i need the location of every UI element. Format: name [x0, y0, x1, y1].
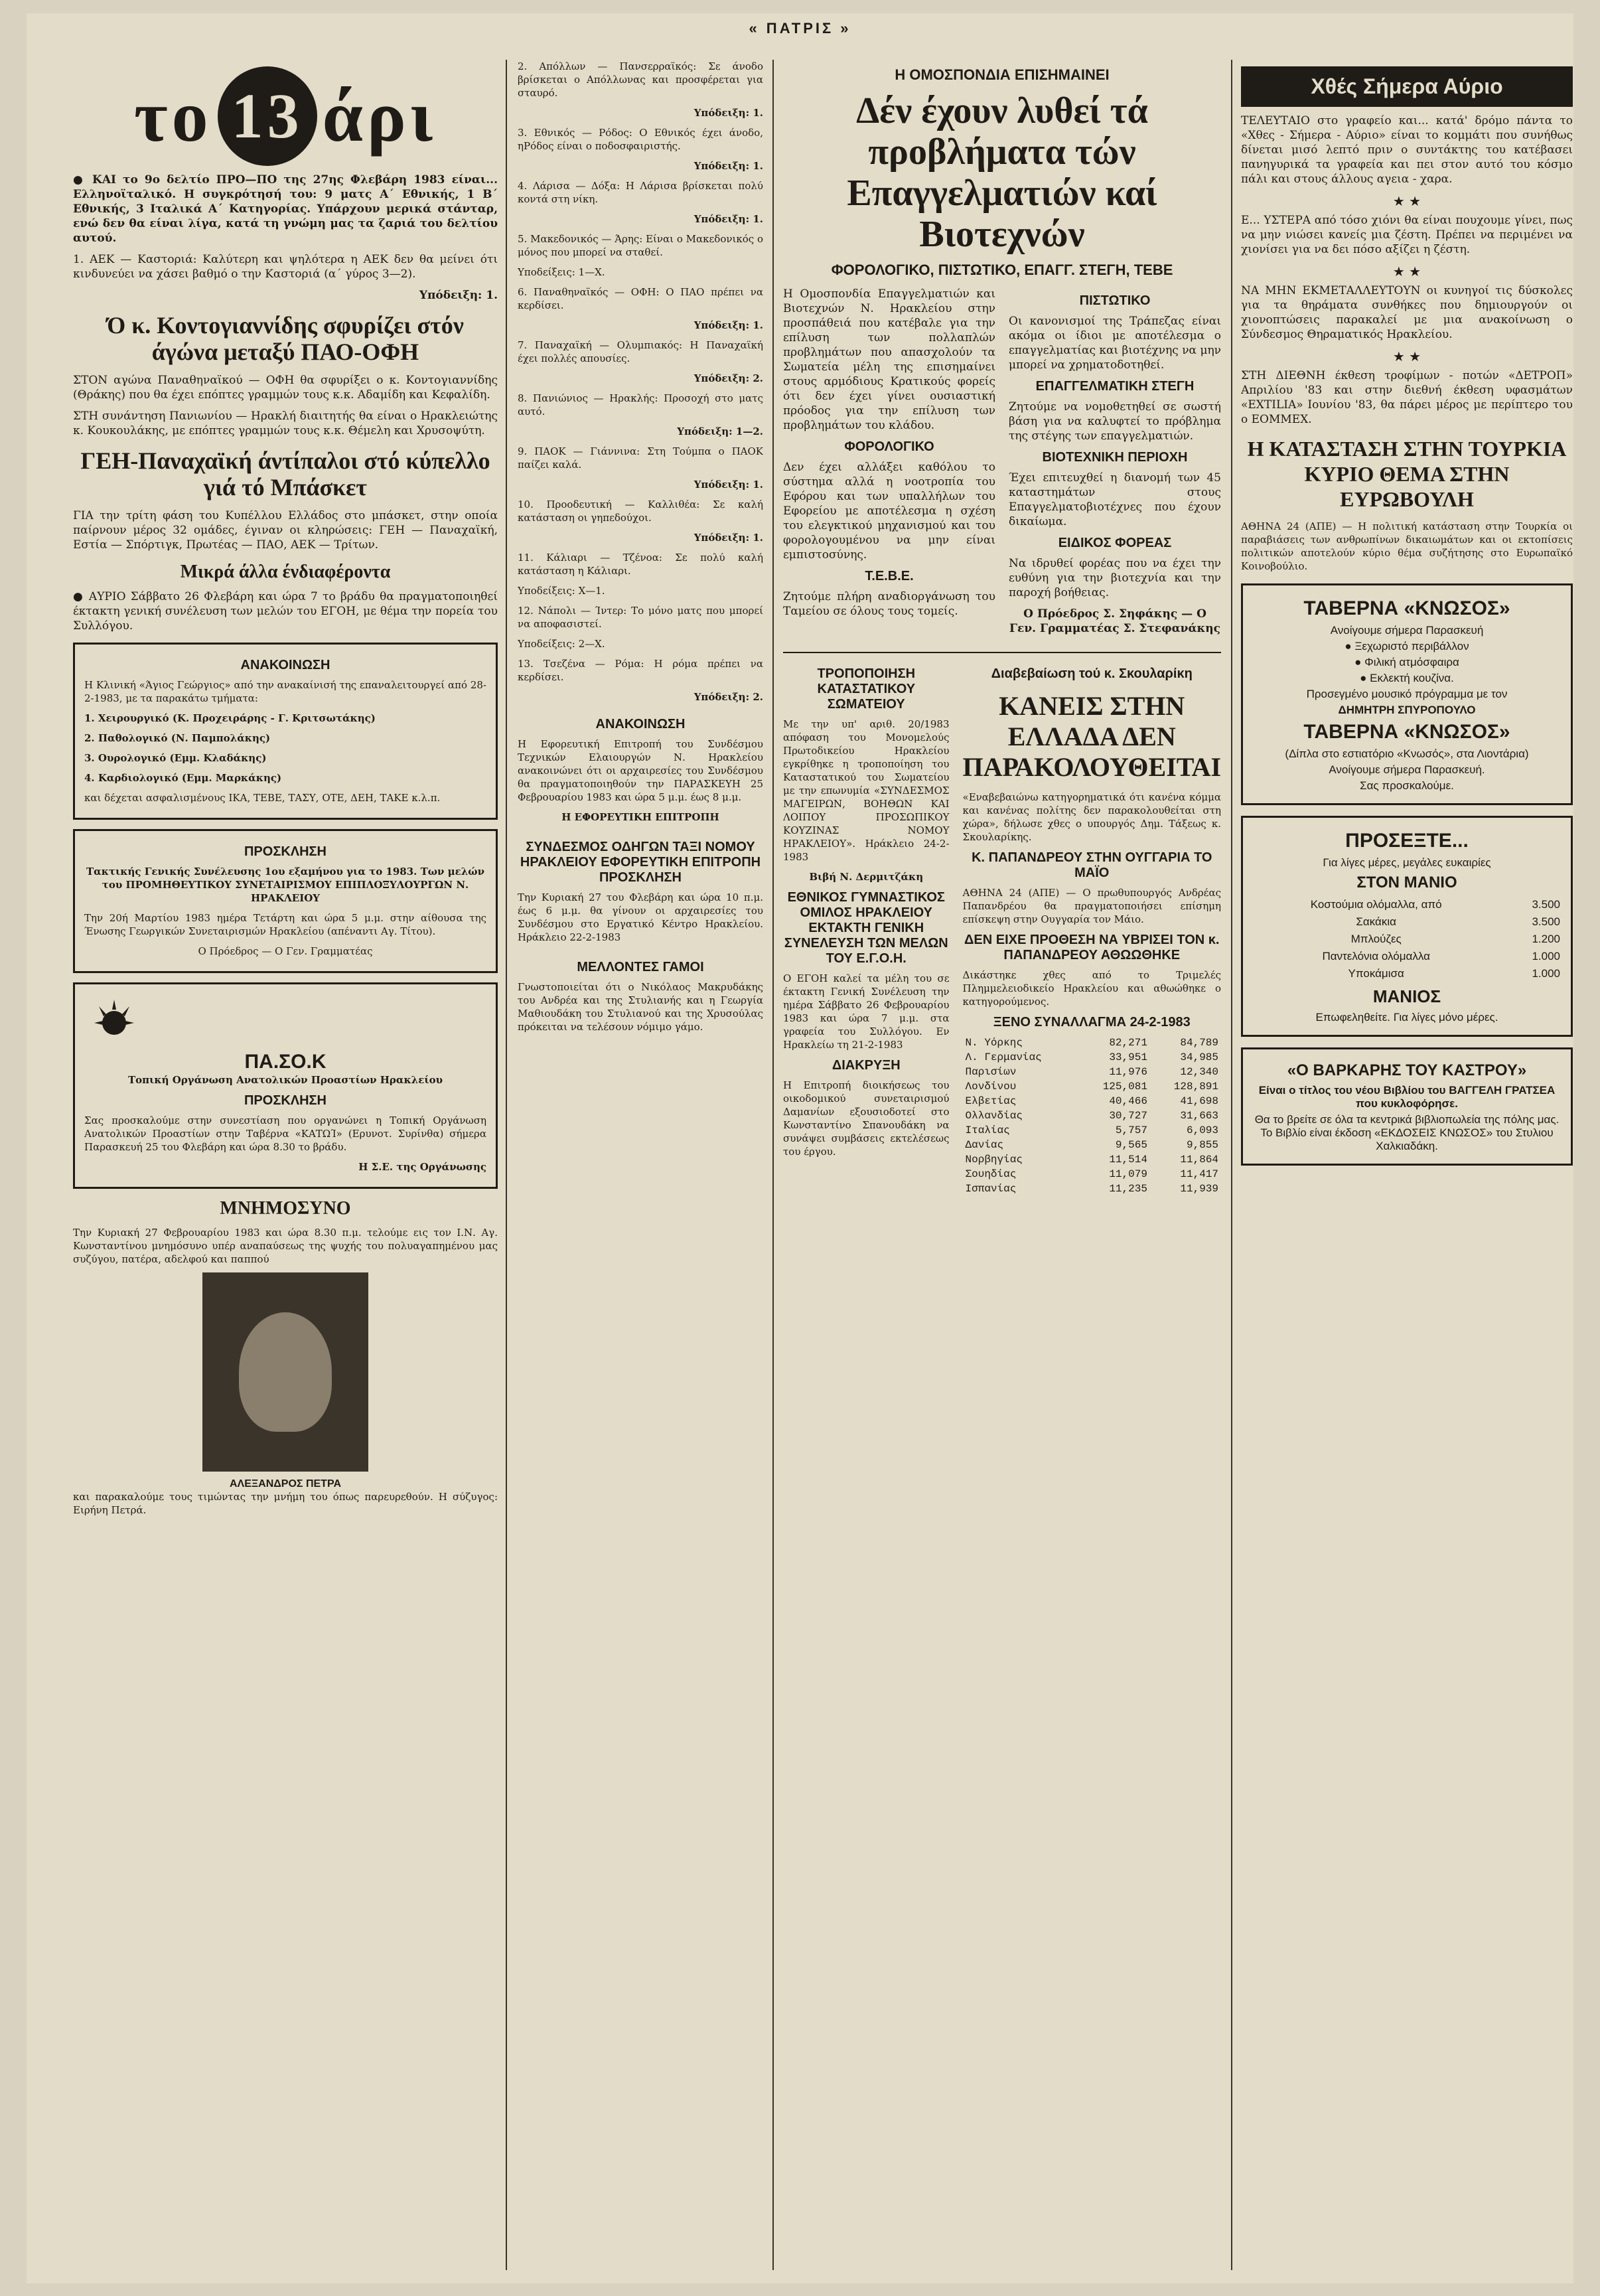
match-list — [518, 60, 763, 704]
article-title: ΔΕΝ ΕΙΧΕ ΠΡΟΘΕΣΗ ΝΑ ΥΒΡΙΣΕΙ ΤΟΝ κ. ΠΑΠΑΝΔΡΕΟΥ ΑΘΩΩΘΗΚΕ — [964, 933, 1220, 962]
match-text: Υποδείξεις: X—1. — [518, 585, 605, 597]
fx-row — [963, 1035, 1221, 1050]
notice-box — [73, 643, 498, 820]
column-right — [1241, 60, 1573, 2270]
ad-taverna — [1241, 583, 1573, 805]
fx-cell: 6,093 — [1186, 1124, 1218, 1136]
memorial-title: ΜΝΗΜΟΣΥΝΟ — [220, 1198, 351, 1219]
ad-title: ΤΑΒΕΡΝΑ «ΚΝΩΣΟΣ» — [1303, 721, 1510, 743]
newspaper-page — [27, 13, 1573, 2283]
article-subhead: ΕΙΔΙΚΟΣ ΦΟΡΕΑΣ — [1058, 536, 1172, 550]
fx-cell: 128,891 — [1173, 1081, 1218, 1093]
ad-item: ● Εκλεκτή κουζίνα. — [1360, 672, 1454, 684]
ad-store: ΣΤΟΝ ΜΑΝΙΟ — [1356, 874, 1457, 891]
pasok-invite: ΠΡΟΣΚΛΗΣΗ — [244, 1093, 327, 1108]
fx-cell: 41,698 — [1180, 1095, 1218, 1107]
article-subhead: Τ.Ε.Β.Ε. — [865, 569, 914, 583]
fx-row — [963, 1065, 1221, 1079]
invite-title: ΠΡΟΣΚΛΗΣΗ — [244, 844, 327, 859]
main-headline: Δέν έχουν λυθεί τά προβλήματα τών Επαγγελματιών καί Βιοτεχνών — [847, 90, 1157, 255]
fx-row — [963, 1079, 1221, 1094]
tip: Υπόδειξη: 1. — [419, 289, 498, 302]
fx-cell: Ν. Υόρκης — [965, 1037, 1023, 1049]
ad-item: ● Φιλική ατμόσφαιρα — [1354, 656, 1459, 668]
separator-stars: ★ ★ — [1392, 348, 1421, 364]
notice-text: Με την υπ' αριθ. 20/1983 απόφαση του Μονομελούς Πρωτοδικείου Ηρακλείου εγκρίθηκε η τροποποίηση του Καταστατικού του Σωματείου με την επωνυμία «ΣΥΝΔΕΣΜΟΣ ΜΑΓΕΙΡΩΝ, ΒΟΗΘΩΝ ΚΑΙ ΛΟΙΠΟΥ ΠΡΟΣΩΠΙΚΟΥ ΚΟΥΖΙΝΑΣ ΝΟΜΟΥ ΗΡΑΚΛΕΙΟΥ». Ηράκλειο 24-2-1983 — [783, 718, 950, 863]
separator-stars: ★ ★ — [1392, 193, 1421, 209]
ad-text: (Δίπλα στο εστιατόριο «Κνωσός», στα Λιοντάρια) — [1285, 747, 1529, 760]
lower-section — [783, 652, 1221, 1196]
invite-box — [73, 829, 498, 973]
column-rule — [1231, 60, 1232, 2270]
article-text: Δεν έχει αλλάξει καθόλου το σύστημα αλλά η νοοτροπία του Εφόρου και των υπαλλήλων του Εφορείου με αποτέλεσμα η σχέση του ελεγκτικού μηχανισμού και του φορολογουμένου να μην είναι εμπιστοσύνης. — [783, 461, 995, 562]
face — [239, 1312, 332, 1432]
notice-text: Η Κλινική «Άγιος Γεώργιος» από την ανακαίνισή της επαναλειτουργεί από 28-2-1983, με τα παρακάτω τμήματα: — [84, 679, 486, 704]
match-text: 7. Παναχαϊκή — Ολυμπιακός: Η Παναχαϊκή έχει πολλές απουσίες. — [518, 339, 763, 364]
fx-table — [963, 1035, 1221, 1196]
memorial-end: και παρακαλούμε τους τιμώντας την μνήμη του όπως παρευρεθούν. Η σύζυγος: Ειρήνη Πετρά. — [73, 1491, 498, 1516]
lower-left — [783, 660, 950, 1196]
logo-right: άρι — [322, 75, 437, 157]
pasok-title: ΠΑ.ΣΟ.Κ — [244, 1051, 327, 1073]
fx-row — [963, 1123, 1221, 1138]
notice-sign: Βιβή Ν. Δερμιτζάκη — [809, 871, 924, 883]
price-row — [1251, 948, 1563, 965]
taxi-text: Την Κυριακή 27 του Φλεβάρη και ώρα 10 π.μ. έως 6 μ.μ. θα γίνουν οι αρχαιρεσίες του Συνδέσμου στο Εργατικό Κέντρο Ηρακλείου. Ηράκλειο 22-2-1983 — [518, 891, 763, 943]
column-main — [783, 60, 1221, 2270]
fx-row — [963, 1152, 1221, 1167]
fx-cell: Παρισίων — [965, 1066, 1017, 1078]
column-text: ΝΑ ΜΗΝ ΕΚΜΕΤΑΛΛΕΥΤΟΥΝ οι κυνηγοί τις δύσκολες για τα θηράματα συνθήκες που δημιουργούν οι χιονοπτώσεις παρακαλεί με μια ανακοίνωση ο Σύνδεσμος Θηραματικός Ηρακλείου. — [1241, 284, 1573, 341]
article-subhead: ΠΙΣΤΩΤΙΚΟ — [1079, 293, 1151, 308]
article-text: Ζητούμε να νομοθετηθεί σε σωστή βάση για να καλυφτεί το πρόβλημα της στέγης των επαγγελματιών. — [1009, 400, 1221, 443]
column-text: ΤΕΛΕΥΤΑΙΟ στο γραφείο και... κατά' δρόμο πάντα το «Χθες - Σήμερα - Αύριο» είναι το κομμάτι που συνήθως δίνεται μισό λεπτό πριν ο συντάκτης του κατέβασει πανηγυρικά τα γραφεία και πει στον αυτό του κόσμο πάλι και στους άλλους αγεια - χαρα. — [1241, 114, 1573, 186]
headline: ΓΕΗ-Παναχαϊκή άντίπαλοι στό κύπελλο γιά τό Μπάσκετ — [80, 447, 490, 500]
article-col — [1009, 287, 1221, 643]
fx-cell: 31,663 — [1180, 1110, 1218, 1122]
price-cell: 3.500 — [1532, 915, 1560, 928]
tip: Υπόδειξη: 2. — [693, 372, 763, 384]
notice-item: 2. Παθολογικό (Ν. Παμπολάκης) — [84, 732, 271, 744]
fx-row — [963, 1050, 1221, 1065]
ad-title: «Ο ΒΑΡΚΑΡΗΣ ΤΟΥ ΚΑΣΤΡΟΥ» — [1287, 1061, 1527, 1079]
fx-row — [963, 1094, 1221, 1109]
column-text: ΣΤΗ ΔΙΕΘΝΗ έκθεση τροφίμων - ποτών «ΔΕΤΡΟΠ» Απριλίου '83 και στην διεθνή έκθεση υφασμάτων «ΕΧΤΙLΙΑ» Ιουνίου '83, θα πάρει μέρος με περίπτερο του ο ΕΟΜΜΕΧ. — [1241, 369, 1573, 426]
invite-text: Την 20ή Μαρτίου 1983 ημέρα Τετάρτη και ώρα 5 μ.μ. στην αίθουσα της Ένωσης Γεωργικών Συνεταιρισμών Ηρακλείου (απέναντι Αγ. Τίτου). — [84, 912, 486, 937]
lower-right — [963, 660, 1221, 1196]
wedding-text: Γνωστοποιείται ότι ο Νικόλαος Μακρυδάκης του Ανδρέα και της Στυλιανής και η Γεωργία Μαθιουδάκη του Στυλιανού και της Χρυσούλας πρόκειται να τελέσουν νόμιμο γάμο. — [518, 981, 763, 1033]
ad-sub: Είναι ο τίτλος του νέου Βιβλίου του ΒΑΓΓΕΛΗ ΓΡΑΤΣΕΑ που κυκλοφόρησε. — [1258, 1084, 1556, 1110]
side-kicker: Διαβεβαίωση τού κ. Σκουλαρίκη — [991, 666, 1193, 681]
match-text: Υποδείξεις: 1—X. — [518, 266, 605, 278]
fx-cell: 30,727 — [1109, 1110, 1147, 1122]
column-tips — [518, 60, 763, 2270]
notice-item: 1. Χειρουργικό (Κ. Προχειράρης - Γ. Κριτσωτάκης) — [84, 712, 376, 724]
tip: Υπόδειξη: 1. — [693, 532, 763, 544]
fx-title: ΞΕΝΟ ΣΥΝΑΛΛΑΓΜΑ 24-2-1983 — [993, 1015, 1191, 1030]
article-text: ΓΙΑ την τρίτη φάση του Κυπέλλου Ελλάδος στο μπάσκετ, στην οποία παίρνουν μέρος 32 ομάδες, έγιναν οι κληρώσεις: ΓΕΗ — Παναχαϊκή, Εστία — Σπόρτιγκ, Πρωτέας — ΠΑΟ, ΑΕΚ — Τρίτων. — [73, 509, 498, 552]
photo-caption: ΑΛΕΞΑΝΔΡΟΣ ΠΕΤΡΑ — [229, 1478, 341, 1490]
ad-book — [1241, 1047, 1573, 1166]
pasok-text: Σας προσκαλούμε στην συνεστίαση που οργανώνει η Τοπική Οργάνωση Ανατολικών Προαστίων στην Ταβέρνα «ΚΑΤΩΊ» (Ερυνοτ. Συρίνθα) σήμερα Παρασκευή 25 του Φλεβάρη και ώρα 8.30 το βράδυ. — [84, 1114, 486, 1153]
price-cell: 1.000 — [1532, 967, 1560, 980]
fx-cell: 12,340 — [1180, 1066, 1218, 1078]
ad-text: Ανοίγουμε σήμερα Παρασκευή. — [1329, 763, 1485, 776]
turkey-headline: Η ΚΑΤΑΣΤΑΣΗ ΣΤΗΝ ΤΟΥΡΚΙΑ ΚΥΡΙΟ ΘΕΜΑ ΣΤΗΝ ΕΥΡΩΒΟΥΛΗ — [1247, 437, 1567, 511]
price-row — [1251, 896, 1563, 913]
masthead: « ΠΑΤΡΙΣ » — [749, 20, 851, 37]
fx-cell: 11,417 — [1180, 1168, 1218, 1180]
fx-cell: 9,855 — [1186, 1139, 1218, 1151]
match-text: 3. Εθνικός — Ρόδος: Ο Εθνικός έχει άνοδο, ηΡόδος είναι ο ποδοσφαιριστής. — [518, 127, 763, 152]
price-cell: Παντελόνια ολόμαλλα — [1322, 950, 1430, 962]
ad-title: ΤΑΒΕΡΝΑ «ΚΝΩΣΟΣ» — [1303, 597, 1510, 619]
fx-cell: Ιταλίας — [965, 1124, 1010, 1136]
fx-cell: Δανίας — [965, 1139, 1004, 1151]
notice-title: ΑΝΑΚΟΙΝΩΣΗ — [240, 658, 330, 672]
fx-cell: 11,514 — [1109, 1154, 1147, 1166]
article-text: Έχει επιτευχθεί η διανομή των 45 καταστημάτων στους Επαγγελματοβιοτέχνες που έχουν δικαίωμα. — [1009, 471, 1221, 528]
logo-left: το — [133, 75, 212, 157]
column-rule — [506, 60, 507, 2270]
ad-text: Θα το βρείτε σε όλα τα κεντρικά βιβλιοπωλεία της πόλης μας. Το Βιβλίο είναι έκδοση «ΕΚΔΟΣΕΙΣ ΚΝΩΣΟΣ» του Στυλιου Χαλκιαδάκη. — [1254, 1113, 1560, 1152]
fx-cell: 11,235 — [1109, 1183, 1147, 1195]
notice-title: ΕΘΝΙΚΟΣ ΓΥΜΝΑΣΤΙΚΟΣ ΟΜΙΛΟΣ ΗΡΑΚΛΕΙΟΥ ΕΚΤΑΚΤΗ ΓΕΝΙΚΗ ΣΥΝΕΛΕΥΣΗ ΤΩΝ ΜΕΛΩΝ ΤΟΥ Ε.Γ.Ο.Η. — [784, 890, 948, 966]
fx-cell: Ισπανίας — [965, 1183, 1017, 1195]
notice-text: και δέχεται ασφαλισμένους ΙΚΑ, ΤΕΒΕ, ΤΑΣΥ, ΟΤΕ, ΔΕΗ, ΤΑΚΕ κ.λ.π. — [84, 792, 441, 804]
fx-cell: 34,985 — [1180, 1051, 1218, 1063]
notice-item: 4. Καρδιολογικό (Εμμ. Μαρκάκης) — [84, 772, 282, 784]
fx-cell: 33,951 — [1109, 1051, 1147, 1063]
article-text: ΣΤΗ συνάντηση Πανιωνίου — Ηρακλή διαιτητής θα είναι ο Ηρακλειώτης κ. Κουκουλάκης, με επόπτες γραμμών τους κ.κ. Θέμελη και Χρυσοψύτη. — [73, 410, 498, 437]
intro-text: ● ΚΑΙ το 9ο δελτίο ΠΡΟ—ΠΟ της 27ης Φλεβάρη 1983 είναι... Ελληνοϊταλικό. Η συγκρότησή του: 9 ματς Α΄ Εθνικής, 1 Β΄ Εθνικής, 3 Ιταλικά Α΄ Κατηγορίας. Υπάρχουν μερικά στάνταρ, ενώ δεν θα είναι λίγα, κατά τη γνώμη μας τα ζαριά του δελτίου αυτού. — [73, 173, 498, 245]
headline: Μικρά άλλα ένδιαφέροντα — [180, 562, 391, 582]
ad-sub: Ανοίγουμε σήμερα Παρασκευή — [1330, 624, 1484, 637]
tip: Υπόδειξη: 1. — [693, 319, 763, 331]
article-text: ● ΑΥΡΙΟ Σάββατο 26 Φλεβάρη και ώρα 7 το βράδυ θα πραγματοποιηθεί έκτακτη γενική συνέλευση των μελών του ΕΓΟΗ, με θέμα την πορεία του Συλλόγου. — [73, 590, 498, 633]
article-text: ΣΤΟΝ αγώνα Παναθηναϊκού — ΟΦΗ θα σφυρίξει ο κ. Κοντογιαννίδης (Θράκης) που θα έχει επόπτες γραμμών τους κ.κ. Αδαμίδη και Κεφαλίδη. — [73, 374, 498, 402]
match-text: 13. Τσεζένα — Ρόμα: Η ρόμα πρέπει να κερδίσει. — [518, 658, 763, 683]
article-text: Η Ομοσπονδία Επαγγελματιών και Βιοτεχνών Ν. Ηρακλείου στην προσπάθειά που κατέβαλε για την επίλυση των πολλαπλών προβλημάτων που απασχολούν τα Σωματεία μέλη της επισημαίνει στους αρμόδιους Κρατικούς φορείς ότι δεν έχει γίνει ουσιαστική πρόοδος για την επίλυση των προβλημάτων του κλάδου. — [783, 287, 995, 432]
fx-cell: Λονδίνου — [965, 1081, 1017, 1093]
column-sports — [73, 60, 498, 2270]
notice-title: ΤΡΟΠΟΠΟΙΗΣΗ ΚΑΤΑΣΤΑΤΙΚΟΥ ΣΩΜΑΤΕΙΟΥ — [817, 666, 916, 712]
price-cell: 1.000 — [1532, 950, 1560, 962]
match-text: 5. Μακεδονικός — Άρης: Είναι ο Μακεδονικός ο μόνος που μπορεί να σταθεί. — [518, 233, 763, 258]
tip: Υπόδειξη: 1. — [693, 479, 763, 491]
invite-sign: Ο Πρόεδρος — Ο Γεν. Γραμματέας — [198, 945, 373, 957]
price-cell: Κοστούμια ολόμαλλα, από — [1310, 898, 1442, 911]
notice-title: ΔΙΑΚΡΥΞΗ — [832, 1058, 901, 1073]
ad-name: ΔΗΜΗΤΡΗ ΣΠΥΡΟΠΟΥΛΟ — [1338, 704, 1476, 716]
fx-cell: Λ. Γερμανίας — [965, 1051, 1042, 1063]
memorial-text: Την Κυριακή 27 Φεβρουαρίου 1983 και ώρα 8.30 π.μ. τελούμε εις τον Ι.Ν. Αγ. Κωνσταντίνου μνημόσυνο υπέρ αναπαύσεως της ψυχής του πολυαγαπημένου μας συζύγου, πατέρα, αδελφού και παππού — [73, 1227, 498, 1265]
match-text: 4. Λάρισα — Δόξα: Η Λάρισα βρίσκεται πολύ κοντά στη νίκη. — [518, 180, 763, 205]
logo-number: 13 — [218, 66, 317, 166]
fx-cell: 11,079 — [1109, 1168, 1147, 1180]
match-text: 1. ΑΕΚ — Καστοριά: Καλύτερη και ψηλότερα η ΑΕΚ δεν θα μείνει ότι κινδυνεύει να χάσει βαθμό ο την Καστοριά (α΄ γύρος 3—2). — [73, 253, 498, 281]
announcement-sign: Η ΕΦΟΡΕΥΤΙΚΗ ΕΠΙΤΡΟΠΗ — [561, 811, 719, 823]
match-text: 11. Κάλιαρι — Τζένοα: Σε πολύ καλή κατάσταση η Κάλιαρι. — [518, 552, 763, 577]
column-text: Ε... ΥΣΤΕΡΑ από τόσο χιόνι θα είναι πουχουμε γίνει, πως να μην νιώσει κανείς μια ζέστη. Πρέπει να περιμένει να χιονίσει για να δει πόσο αξίζει η ζέστη. — [1241, 214, 1573, 256]
fx-cell: 11,864 — [1180, 1154, 1218, 1166]
portrait-photo — [202, 1272, 368, 1472]
price-cell: Υποκάμισα — [1348, 967, 1404, 980]
price-cell: 1.200 — [1532, 933, 1560, 945]
ad-text: Επωφεληθείτε. Για λίγες μόνο μέρες. — [1315, 1011, 1498, 1024]
side-text: «Εναβεβαιώνω κατηγορηματικά ότι κανένα κόμμα και κανένας πολίτης δεν παρακολουθείται στη χώρα», δήλωσε χθες ο υπουργός Δημ. Τάξεως κ. Σκουλαρίκης. — [962, 791, 1221, 843]
article-col — [783, 287, 995, 643]
pasok-sub: Τοπική Οργάνωση Ανατολικών Προαστίων Ηρακλείου — [127, 1074, 443, 1086]
ad-manios — [1241, 816, 1573, 1037]
notice-text: Ο ΕΓΟΗ καλεί τα μέλη του σε έκτακτη Γενική Συνέλευση την ημέρα Σάββατο 26 Φεβρουαρίου 1983 και ώρα 7 μ.μ. στα γραφεία του Συλλόγου. Εν Ηρακλείω τη 21-2-1983 — [783, 972, 950, 1051]
fx-cell: 84,789 — [1180, 1037, 1218, 1049]
main-article-cols — [783, 287, 1221, 643]
article-sign: Ο Πρόεδρος Σ. Σηφάκης — Ο Γεν. Γραμματέας Σ. Στεφανάκης — [1009, 607, 1221, 635]
invite-sub: Τακτικής Γενικής Συνέλευσης 1ου εξαμήνου για το 1983. Των μελών του ΠΡΟΜΗΘΕΥΤΙΚΟΥ ΣΥΝΕΤΑΙΡΙΣΜΟΥ ΕΠΙΠΛΟΞΥΛΟΥΡΓΩΝ Ν. ΗΡΑΚΛΕΙΟΥ — [86, 866, 484, 904]
kicker: Η ΟΜΟΣΠΟΝΔΙΑ ΕΠΙΣΗΜΑΙΝΕΙ — [895, 66, 1110, 83]
pasok-sign: Η Σ.Ε. της Οργάνωσης — [358, 1161, 486, 1173]
match-text: 10. Προοδευτική — Καλλιθέα: Σε καλή κατάσταση οι γηπεδούχοι. — [518, 498, 763, 524]
tip: Υπόδειξη: 1. — [693, 107, 763, 119]
match-text: 8. Πανιώνιος — Ηρακλής: Προσοχή στο ματς αυτό. — [518, 392, 763, 418]
tip: Υπόδειξη: 1. — [693, 213, 763, 225]
taxi-title: ΣΥΝΔΕΣΜΟΣ ΟΔΗΓΩΝ ΤΑΞΙ ΝΟΜΟΥ ΗΡΑΚΛΕΙΟΥ ΕΦΟΡΕΥΤΙΚΗ ΕΠΙΤΡΟΠΗ ΠΡΟΣΚΛΗΣΗ — [520, 840, 761, 885]
fx-cell: Νορβηγίας — [965, 1154, 1023, 1166]
article-text: Ζητούμε πλήρη αναδιοργάνωση του Ταμείου σε όλους τους τομείς. — [783, 590, 995, 618]
price-row — [1251, 965, 1563, 982]
main-subhead: ΦΟΡΟΛΟΓΙΚΟ, ΠΙΣΤΩΤΙΚΟ, ΕΠΑΓΓ. ΣΤΕΓΗ, ΤΕΒΕ — [831, 262, 1173, 278]
fx-cell: Ολλανδίας — [965, 1110, 1023, 1122]
price-list — [1251, 896, 1563, 982]
notice-text: Η Επιτροπή διοικήσεως του οικοδομικού συνεταιρισμού Δαμανίων εξουσιοδοτεί στο Κωνσταντίνο Σπανουδάκη να συνάψει συμβάσεις εκτελέσεως του έργου. — [783, 1079, 950, 1158]
column-rule — [772, 60, 774, 2270]
article-text: ΑΘΗΝΑ 24 (ΑΠΕ) — Ο πρωθυπουργός Ανδρέας Παπανδρέου θα πραγματοποιήσει επίσημη επίσκεψη στην Ουγγαρία τον Μάιο. — [962, 887, 1221, 925]
fx-cell: 82,271 — [1109, 1037, 1147, 1049]
fx-cell: Ελβετίας — [965, 1095, 1017, 1107]
price-row — [1251, 931, 1563, 948]
wedding-title: ΜΕΛΛΟΝΤΕΣ ΓΑΜΟΙ — [577, 960, 704, 974]
match-text: 6. Παναθηναϊκός — ΟΦΗ: Ο ΠΑΟ πρέπει να κερδίσει. — [518, 286, 763, 311]
article-title: Κ. ΠΑΠΑΝΔΡΕΟΥ ΣΤΗΝ ΟΥΓΓΑΡΙΑ ΤΟ ΜΑΪΟ — [972, 850, 1212, 880]
ad-item: ● Ξεχωριστό περιβάλλον — [1345, 640, 1469, 652]
announcement-text: Η Εφορευτική Επιτροπή του Συνδέσμου Τεχνικών Ελαιουργών Ν. Ηρακλείου ανακοινώνει ότι οι αρχαιρεσίες του Συνδέσμου θα πραγματοποιηθούν την ΠΑΡΑΣΚΕΥΗ 25 Φεβρουαρίου 1983 και ώρα 5 μ.μ. έως 8 μ.μ. — [518, 738, 763, 803]
match-text: 2. Απόλλων — Πανσερραϊκός: Σε άνοδο βρίσκεται ο Απόλλωνας και προσφέρεται για σταυρό. — [518, 60, 763, 99]
ad-text: Προσεγμένο μουσικό πρόγραμμα με τον — [1306, 688, 1508, 700]
fx-cell: 11,939 — [1180, 1183, 1218, 1195]
match-text: Υποδείξεις: 2—X. — [518, 638, 605, 650]
notice-item: 3. Ουρολογικό (Εμμ. Κλαδάκης) — [84, 752, 267, 764]
price-row — [1251, 913, 1563, 931]
fx-row — [963, 1138, 1221, 1152]
fx-row — [963, 1109, 1221, 1123]
side-headline: ΚΑΝΕΙΣ ΣΤΗΝ ΕΛΛΑΔΑ ΔΕΝ ΠΑΡΑΚΟΛΟΥΘΕΙΤΑΙ — [962, 691, 1221, 782]
tip: Υπόδειξη: 2. — [693, 691, 763, 703]
match-text: 9. ΠΑΟΚ — Γιάννινα: Στη Τούμπα ο ΠΑΟΚ παίζει καλά. — [518, 445, 763, 471]
ad-title: ΠΡΟΣΕΞΤΕ... — [1345, 830, 1469, 852]
fx-row — [963, 1182, 1221, 1196]
announcement-title: ΑΝΑΚΟΙΝΩΣΗ — [595, 717, 686, 731]
ad-sub: Για λίγες μέρες, μεγάλες ευκαιρίες — [1323, 856, 1491, 869]
tip: Υπόδειξη: 1. — [693, 160, 763, 172]
match-text: 12. Νάπολι — Ίντερ: Το μόνο ματς που μπορεί να αποφασιστεί. — [518, 605, 763, 630]
article-text: Να ιδρυθεί φορέας που να έχει την ευθύνη για την βιοτεχνία και την παροχή βοήθειας. — [1009, 557, 1221, 599]
fx-cell: 5,757 — [1115, 1124, 1147, 1136]
pasok-box — [73, 982, 498, 1189]
price-cell: Σακάκια — [1356, 915, 1396, 928]
price-cell: 3.500 — [1532, 898, 1560, 911]
ad-name: ΜΑΝΙΟΣ — [1372, 986, 1441, 1006]
article-text: Οι κανονισμοί της Τράπεζας είναι ακόμα οι ίδιοι με αποτέλεσμα ο επαγγελματίας και βιοτέχνης να μην μπορεί να χρηματοδοτηθεί. — [1009, 315, 1221, 372]
fx-cell: 11,976 — [1109, 1066, 1147, 1078]
tip: Υπόδειξη: 1—2. — [677, 425, 763, 437]
fx-cell: Σουηδίας — [965, 1168, 1017, 1180]
section-banner: Χθές Σήμερα Αύριο — [1241, 66, 1573, 107]
ad-text: Σας προσκαλούμε. — [1360, 779, 1454, 792]
fx-row — [963, 1167, 1221, 1182]
fx-cell: 9,565 — [1115, 1139, 1147, 1151]
article-subhead: ΦΟΡΟΛΟΓΙΚΟ — [844, 439, 934, 454]
separator-stars: ★ ★ — [1392, 264, 1421, 279]
fx-cell: 125,081 — [1102, 1081, 1147, 1093]
turkey-text: ΑΘΗΝΑ 24 (ΑΠΕ) — Η πολιτική κατάσταση στην Τουρκία οι παραβιάσεις των ανθρωπίνων δικαιωμάτων και οι εκτοπίσεις πολιτικών αποτελούν κύριο θέμα συζήτησης στο Ευρωπαϊκό Κοινοβούλιο. — [1241, 520, 1573, 572]
article-subhead: ΕΠΑΓΓΕΛΜΑΤΙΚΗ ΣΤΕΓΗ — [1035, 379, 1195, 394]
headline: Ό κ. Κοντογιαννίδης σφυρίζει στόν άγώνα μεταξύ ΠΑΟ-ΟΦΗ — [107, 312, 464, 365]
price-cell: Μπλούζες — [1350, 933, 1402, 945]
sun-logo-icon — [84, 996, 144, 1043]
fx-cell: 40,466 — [1109, 1095, 1147, 1107]
article-text: Δικάστηκε χθες από το Τριμελές Πλημμελειοδικείο Ηρακλείου και αθωώθηκε ο κατηγορούμενος. — [962, 969, 1221, 1008]
section-logo-13ari — [73, 60, 498, 173]
article-subhead: ΒΙΟΤΕΧΝΙΚΗ ΠΕΡΙΟΧΗ — [1042, 450, 1188, 465]
